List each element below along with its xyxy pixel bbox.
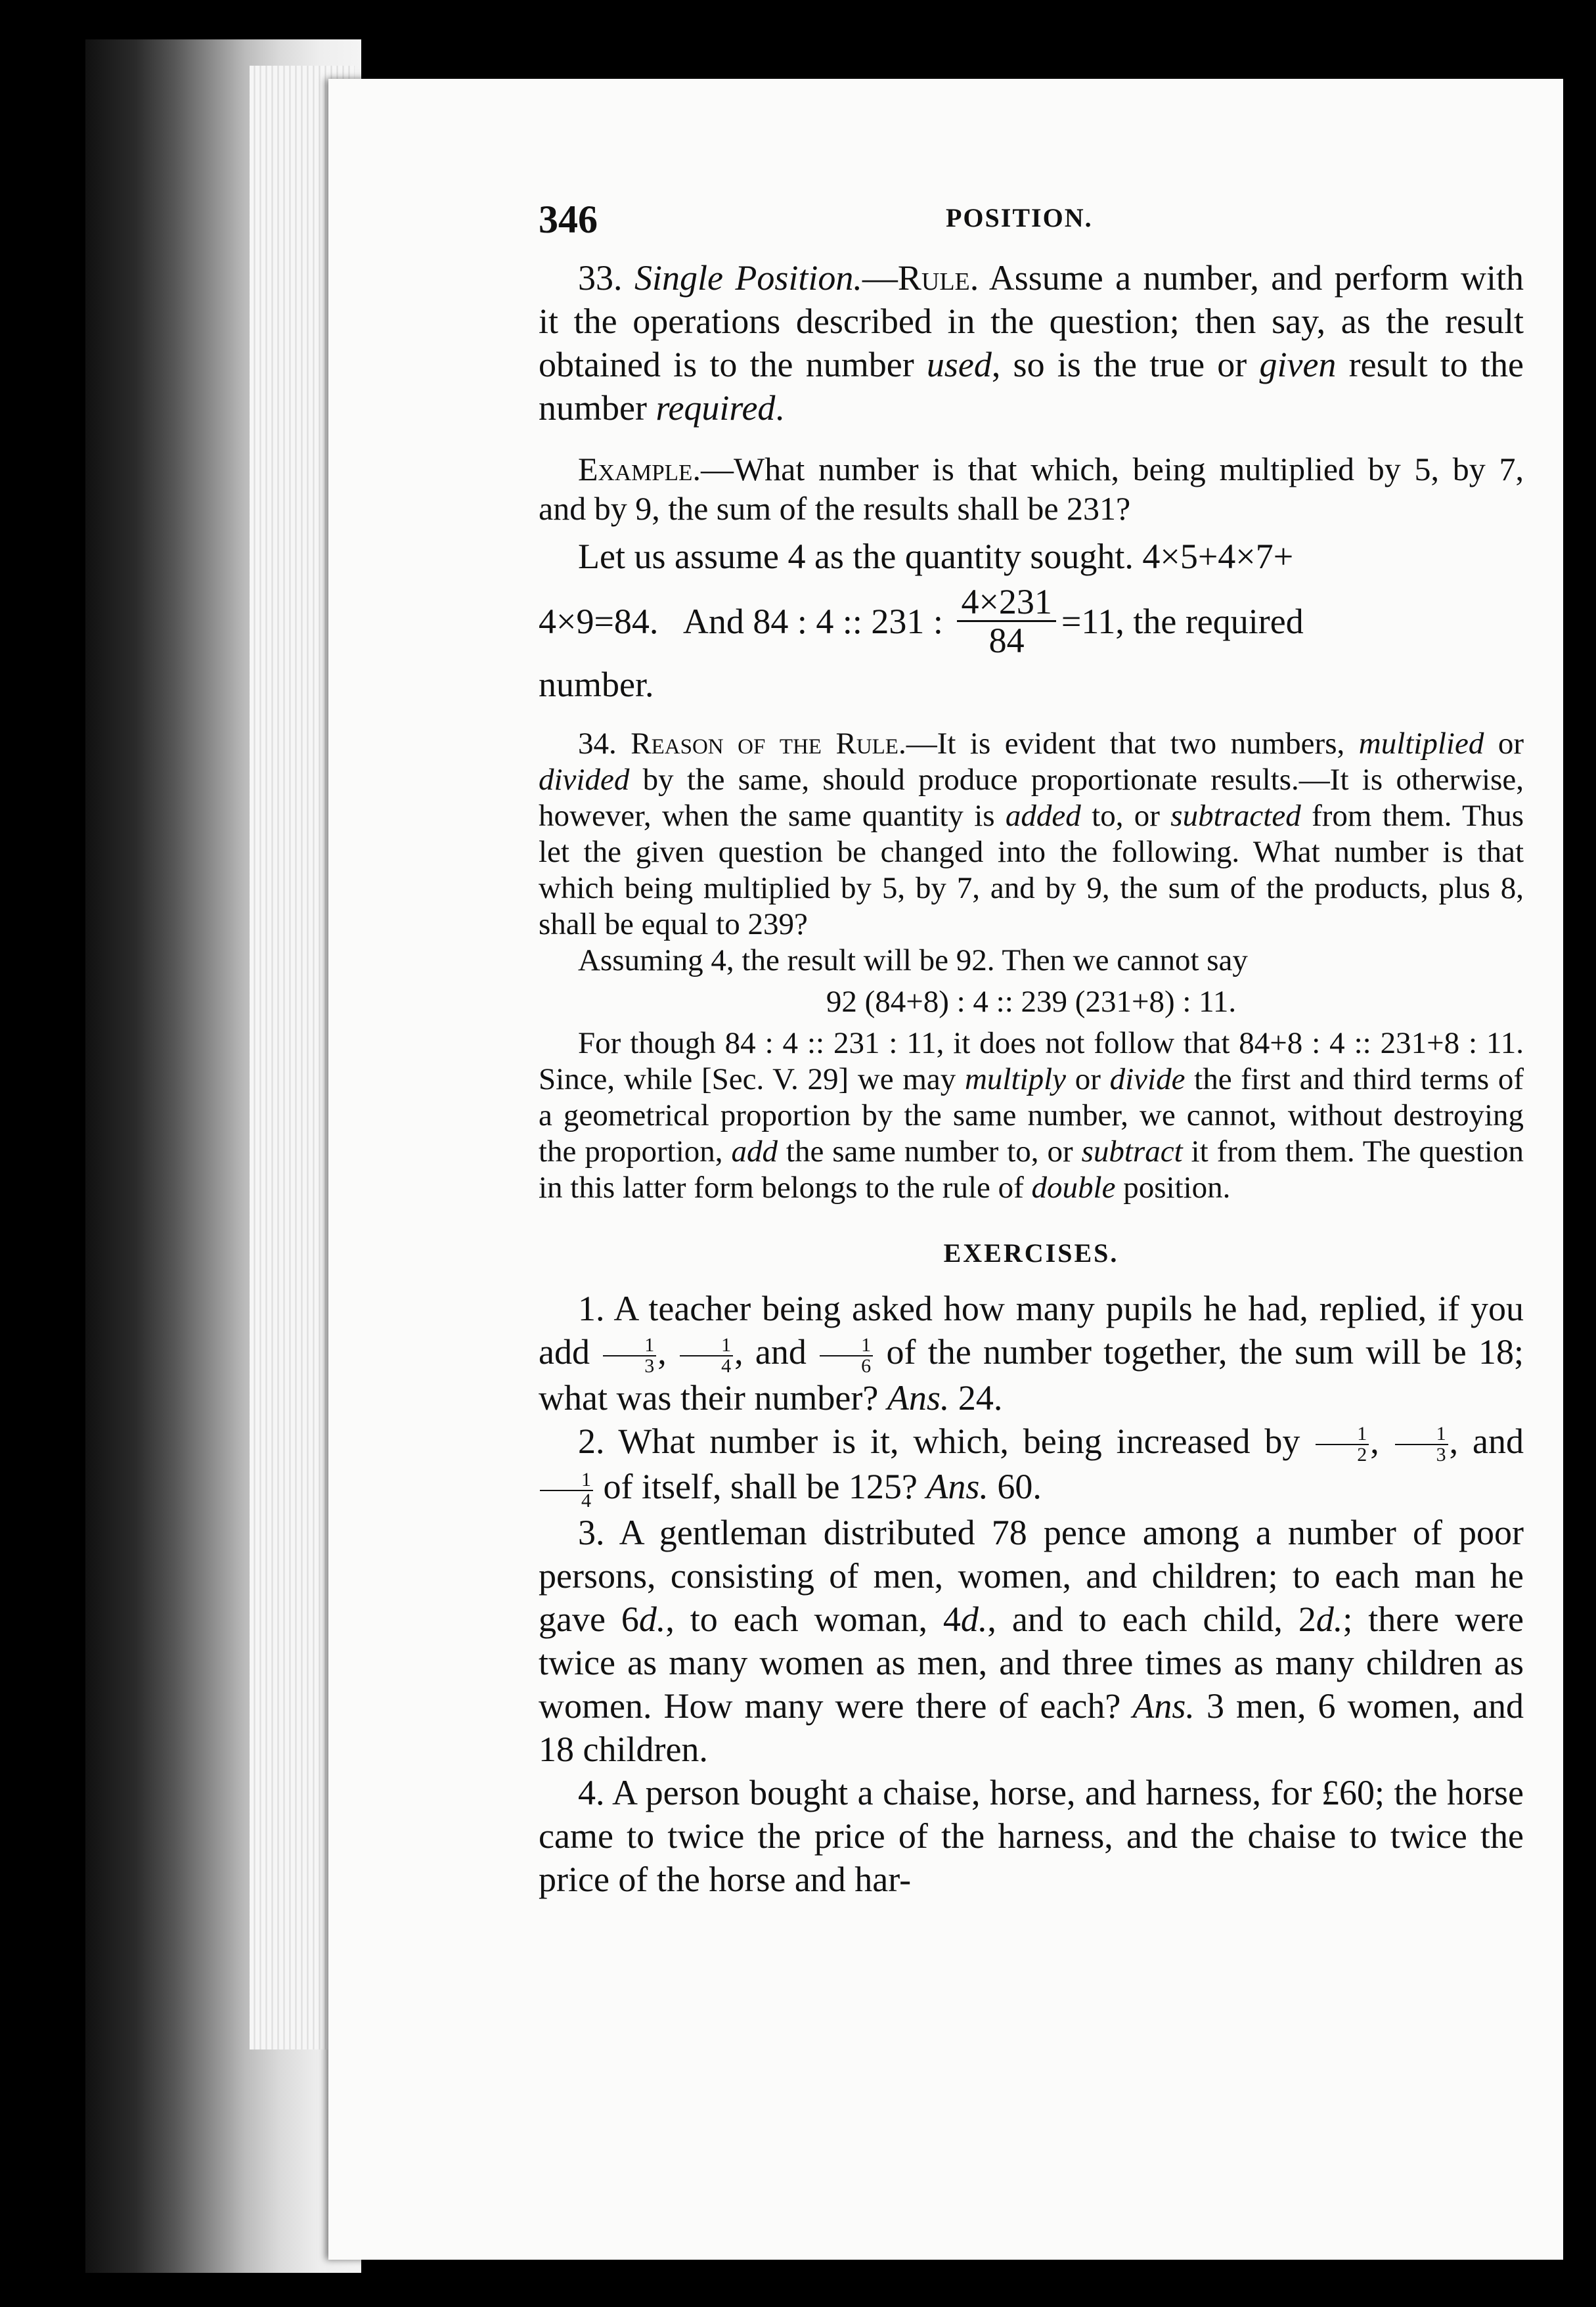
fraction-numerator: 4×231: [957, 583, 1055, 622]
exercise-text: , and to each child, 2: [987, 1599, 1316, 1639]
emphasis-divide: divide: [1109, 1062, 1186, 1096]
exercise-text: ,: [657, 1332, 679, 1372]
reason-text: it from them. The question in this latter form belongs to the rule of: [539, 1134, 1524, 1205]
pence-symbol: d.: [1316, 1599, 1343, 1639]
fraction-one-third: [603, 1335, 656, 1376]
reason-label: Reason of the Rule.: [631, 727, 906, 761]
exercise-text: 2. What number is it, which, being increased by: [578, 1421, 1315, 1461]
page-header: [539, 197, 1524, 256]
section-number: 34.: [578, 727, 631, 761]
assuming-line: Assuming 4, the result will be 92. Then we cannot say: [578, 943, 1248, 977]
emphasis-subtract: subtract: [1081, 1134, 1183, 1169]
rule-label: Rule.: [897, 258, 979, 298]
book-page: [328, 79, 1563, 2260]
reason-text: or: [1066, 1062, 1110, 1096]
answer-label: Ans.: [1132, 1686, 1195, 1726]
example-paragraph: [539, 449, 1524, 528]
fraction-denominator: 4: [721, 1355, 732, 1377]
reason-text: For though 84 : 4 :: 231 : 11, it does not follow that 84+8 : 4 :: 231+8 : 11. Since, while [Sec. V. 29] we may: [539, 1026, 1524, 1096]
fraction: [957, 583, 1055, 659]
example-label: Example.: [578, 451, 701, 487]
pence-symbol: d.: [960, 1599, 988, 1639]
fraction-one-fourth: [680, 1335, 733, 1376]
rule-text: .: [775, 388, 784, 428]
exercise-2: [539, 1420, 1524, 1511]
exercise-text: 3. A gentleman distributed 78 pence among a number of poor persons, consisting of men, women, and children; to each man he gave 6: [539, 1512, 1524, 1639]
fraction-denominator: 84: [988, 621, 1025, 660]
pence-symbol: d.: [638, 1599, 666, 1639]
dash: —: [862, 258, 898, 298]
emphasis-required: required: [655, 388, 776, 428]
fraction-numerator: 1: [1316, 1424, 1369, 1445]
exercise-text: ,: [1370, 1421, 1394, 1461]
exercise-text: , to each woman, 4: [665, 1599, 961, 1639]
emphasis-added: added: [1005, 799, 1081, 833]
reason-text: the first and third terms of a geometrical proportion by the same number, we cannot, without destroying the proportion,: [539, 1062, 1524, 1169]
proportion-text: 4×9=84. And 84 : 4 :: 231 :: [539, 601, 952, 641]
answer-label: Ans.: [887, 1377, 950, 1418]
reason-text: or: [1484, 727, 1524, 761]
fraction-one-third: [1395, 1424, 1448, 1465]
fraction-one-fourth: [540, 1470, 593, 1511]
answer-value: 60.: [988, 1467, 1042, 1507]
exercise-4: 4. A person bought a chaise, horse, and harness, for £60; the horse came to twice the price of the harness, and the chaise to twice the price of the horse and har-: [539, 1772, 1524, 1899]
reason-text: position.: [1115, 1171, 1231, 1205]
exercise-text: , and: [1449, 1421, 1524, 1461]
reason-text: by the same, should produce proportionate results.—It is otherwise, however, when the same quantity is: [539, 763, 1524, 833]
fraction-denominator: 4: [581, 1489, 591, 1512]
example-line-2: [539, 583, 1524, 659]
section-number: 33.: [578, 258, 634, 298]
proportion-result: =11, the required: [1061, 601, 1304, 641]
fraction-numerator: 1: [540, 1470, 593, 1491]
emphasis-divided: divided: [539, 763, 630, 797]
fraction-denominator: 6: [861, 1355, 872, 1377]
example-text: —What number is that which, being multiplied by 5, by 7, and by 9, the sum of the results shall be 231?: [539, 451, 1524, 527]
page-text: [539, 197, 1524, 1901]
section-34-paragraph-2: [539, 1025, 1524, 1206]
answer-value: 24.: [949, 1377, 1003, 1418]
fraction-one-sixth: [820, 1335, 873, 1376]
fraction-one-half: [1316, 1424, 1369, 1465]
fraction-numerator: 1: [820, 1335, 873, 1356]
exercise-text: , and: [734, 1332, 819, 1372]
exercise-3: [539, 1511, 1524, 1771]
running-title: POSITION.: [946, 203, 1093, 233]
fraction-denominator: 3: [644, 1355, 655, 1377]
reason-text: from them. Thus let the given question be changed into the following. What number is that which being multiplied by 5, by 7, and by 9, the sum of the products, plus 8, shall be equal to 239?: [539, 799, 1524, 941]
emphasis-multiplied: multiplied: [1358, 727, 1484, 761]
exercise-text: of the number together, the sum will be 18; what was their number?: [539, 1332, 1524, 1418]
reason-text: to, or: [1080, 799, 1171, 833]
emphasis-used: used: [926, 345, 992, 384]
example-line-3: number.: [539, 665, 654, 704]
rule-text: , so is the true or: [991, 345, 1260, 384]
reason-text: —It is evident that two numbers,: [906, 727, 1359, 761]
fraction-numerator: 1: [603, 1335, 656, 1356]
fraction-numerator: 1: [680, 1335, 733, 1356]
fraction-denominator: 3: [1436, 1444, 1446, 1466]
exercise-text: of itself, shall be 125?: [594, 1467, 927, 1507]
section-34-paragraph: [539, 726, 1524, 943]
exercise-text: ; there were twice as many women as men, and three times as many children as women. How many were there of each?: [539, 1599, 1524, 1726]
example-line-1: Let us assume 4 as the quantity sought. 4×5+4×7+: [578, 537, 1294, 576]
exercises-heading: EXERCISES.: [943, 1238, 1119, 1268]
exercise-text: 1. A teacher being asked how many pupils he had, replied, if you add: [539, 1289, 1524, 1372]
answer-label: Ans.: [926, 1467, 988, 1507]
section-title: Single Position.: [634, 258, 862, 298]
fraction-denominator: 2: [1357, 1444, 1367, 1466]
section-33-paragraph: [539, 256, 1524, 430]
emphasis-subtracted: subtracted: [1170, 799, 1301, 833]
emphasis-add: add: [731, 1134, 778, 1169]
page-number: 346: [539, 198, 598, 241]
reason-text: the same number to, or: [777, 1134, 1082, 1169]
answer-value: 3 men, 6 women, and 18 children.: [539, 1686, 1524, 1769]
emphasis-multiply: multiply: [964, 1062, 1067, 1096]
equation-line: 92 (84+8) : 4 :: 239 (231+8) : 11.: [826, 985, 1237, 1019]
emphasis-double: double: [1031, 1171, 1116, 1205]
emphasis-given: given: [1259, 345, 1337, 384]
rule-text: Assume a number, and perform with it the operations described in the question; then say, as the result obtained is to the number: [539, 258, 1524, 384]
rule-text: result to the number: [539, 345, 1524, 428]
fraction-numerator: 1: [1395, 1424, 1448, 1445]
exercise-1: [539, 1287, 1524, 1420]
